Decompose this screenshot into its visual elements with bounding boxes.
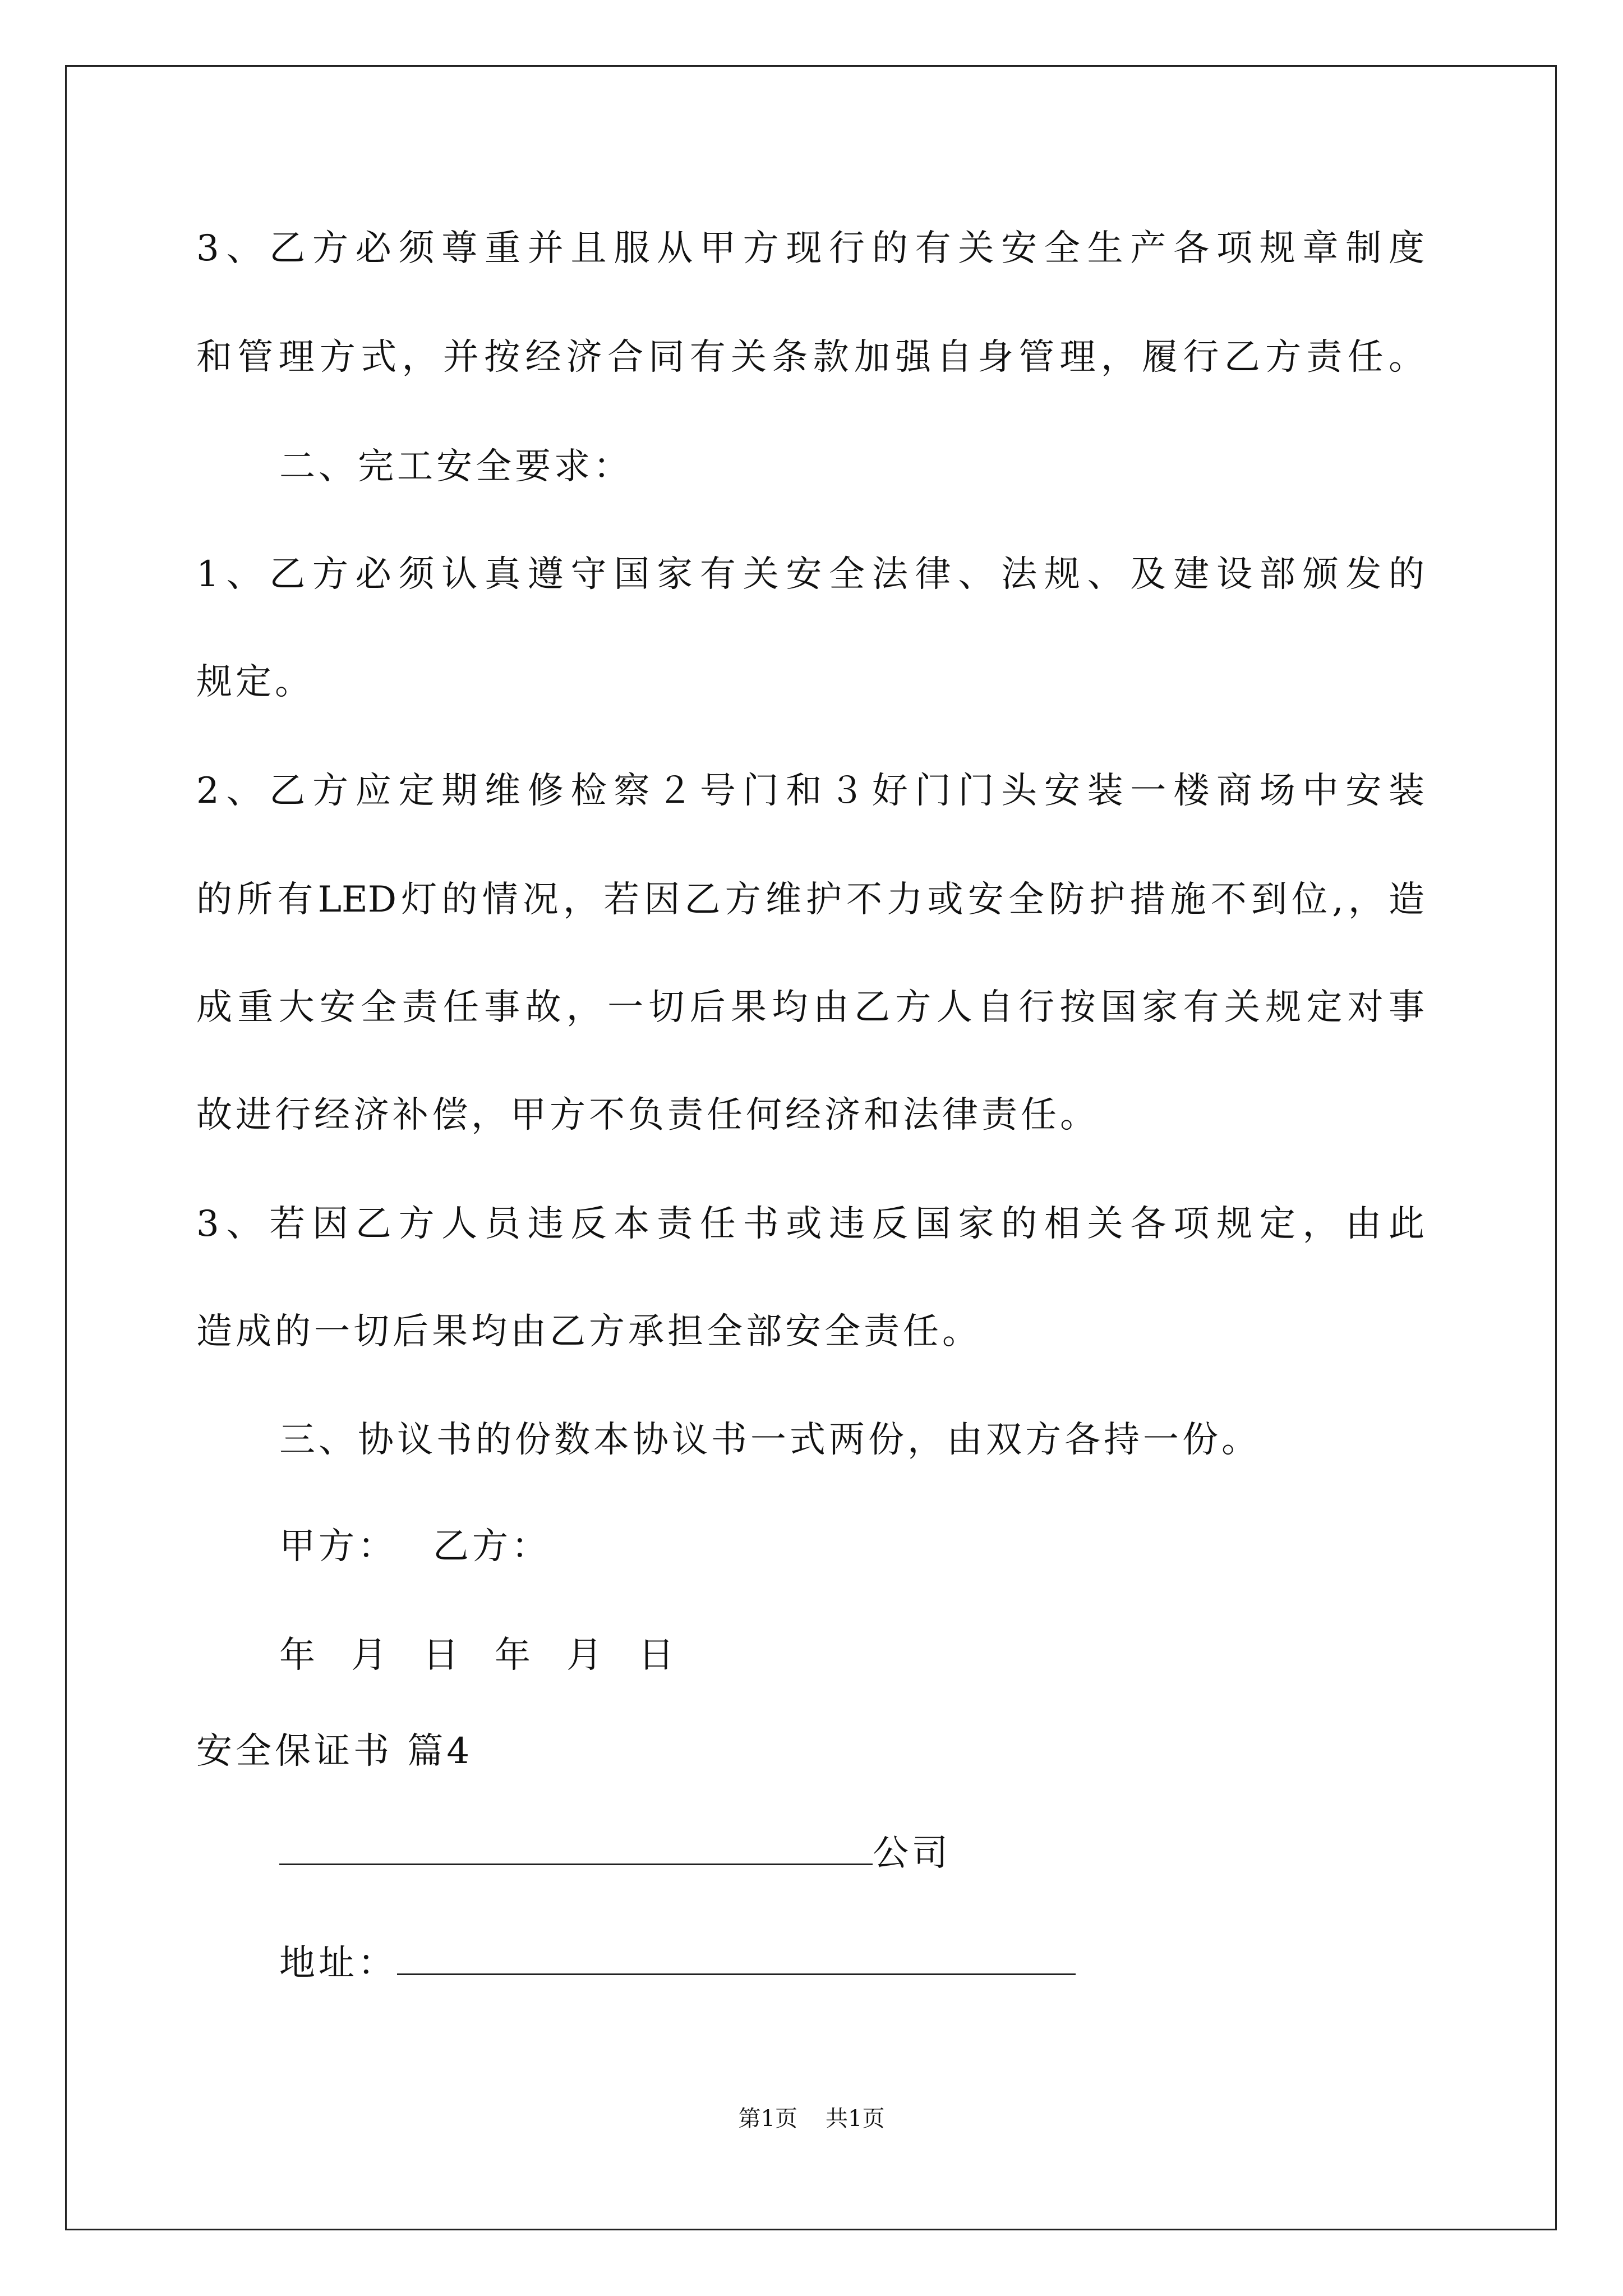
page-number: 第1页: [738, 2106, 797, 2132]
address-label: 地址：: [279, 1943, 397, 1984]
paragraph-line: 1、乙方必须认真遵守国家有关安全法律、法规、及建设部颁发的: [196, 554, 1424, 595]
paragraph-line: 规定。: [196, 661, 314, 703]
section-heading: 二、完工安全要求：: [279, 446, 633, 487]
company-suffix: 公司: [873, 1833, 951, 1874]
paragraph-line: 成重大安全责任事故，一切后果均由乙方人自行按国家有关规定对事: [196, 987, 1424, 1028]
date-day-b: 日: [638, 1635, 674, 1676]
paragraph-line: 造成的一切后果均由乙方承担全部安全责任。: [196, 1311, 981, 1352]
paragraph-line: 3、若因乙方人员违反本责任书或违反国家的相关各项规定，由此: [196, 1203, 1424, 1245]
paragraph-line: 3、乙方必须尊重并且服从甲方现行的有关安全生产各项规章制度: [196, 228, 1424, 269]
page-total: 共1页: [826, 2106, 885, 2132]
page-border: [65, 65, 1557, 2230]
signature-row: [279, 1524, 551, 1569]
date-year-b: 年: [495, 1635, 531, 1676]
paragraph-line: 和管理方式，并按经济合同有关条款加强自身管理，履行乙方责任。: [196, 337, 1424, 378]
date-day-a: 日: [423, 1635, 459, 1676]
page-footer: [0, 2105, 1623, 2133]
company-blank: [279, 1828, 873, 1865]
party-b-label: 乙方：: [433, 1526, 551, 1567]
date-month-a: 月: [351, 1635, 387, 1676]
paragraph-line: 故进行经济补偿，甲方不负责任何经济和法律责任。: [196, 1094, 1099, 1136]
party-a-label: 甲方：: [279, 1526, 397, 1567]
date-month-b: 月: [566, 1635, 602, 1676]
paragraph-line: 2、乙方应定期维修检察２号门和３好门门头安装一楼商场中安装: [196, 770, 1424, 812]
address-row: [279, 1938, 1076, 1986]
address-blank: [397, 1938, 1076, 1975]
date-row: [279, 1633, 674, 1678]
company-row: [279, 1828, 951, 1876]
section-heading: 三、协议书的份数本协议书一式两份，由双方各持一份。: [279, 1419, 1261, 1461]
section-title: 安全保证书 篇4: [196, 1731, 473, 1772]
date-year-a: 年: [279, 1635, 315, 1676]
paragraph-line: 的所有LED灯的情况，若因乙方维护不力或安全防护措施不到位,，造: [196, 879, 1424, 921]
